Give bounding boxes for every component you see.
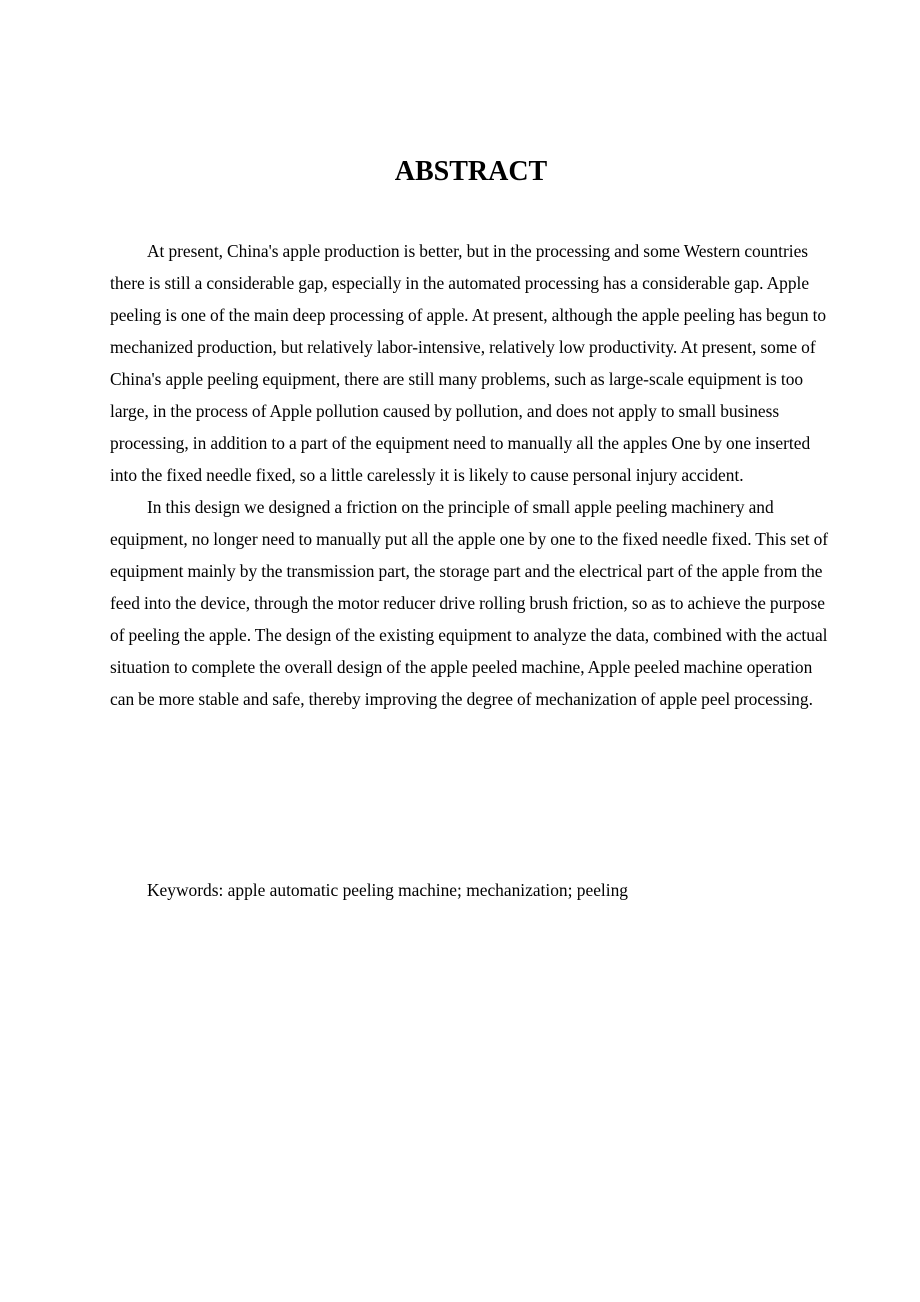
abstract-body <box>110 235 830 715</box>
abstract-paragraph-1: At present, China's apple production is better, but in the processing and some Western countries there is still a considerable gap, especially in the automated processing has a considerable gap. Apple peeling is one of the main deep processing of apple. At present, although the apple peeling has begun to mechanized production, but relatively labor-intensive, relatively low productivity. At present, some of China's apple peeling equipment, there are still many problems, such as large-scale equipment is too large, in the process of Apple pollution caused by pollution, and does not apply to small business processing, in addition to a part of the equipment need to manually all the apples One by one inserted into the fixed needle fixed, so a little carelessly it is likely to cause personal injury accident. <box>110 241 827 485</box>
abstract-title: ABSTRACT <box>394 156 548 187</box>
abstract-paragraph-2: In this design we designed a friction on the principle of small apple peeling machinery and equipment, no longer need to manually put all the apple one by one to the fixed needle fixed. This set of equipment mainly by the transmission part, the storage part and the electrical part of the apple from the feed into the device, through the motor reducer drive rolling brush friction, so as to achieve the purpose of peeling the apple. The design of the existing equipment to analyze the data, combined with the actual situation to complete the overall design of the apple peeled machine, Apple peeled machine operation can be more stable and safe, thereby improving the degree of mechanization of apple peel processing. <box>110 497 829 709</box>
keywords-line: Keywords: apple automatic peeling machine; mechanization; peeling <box>147 880 628 900</box>
